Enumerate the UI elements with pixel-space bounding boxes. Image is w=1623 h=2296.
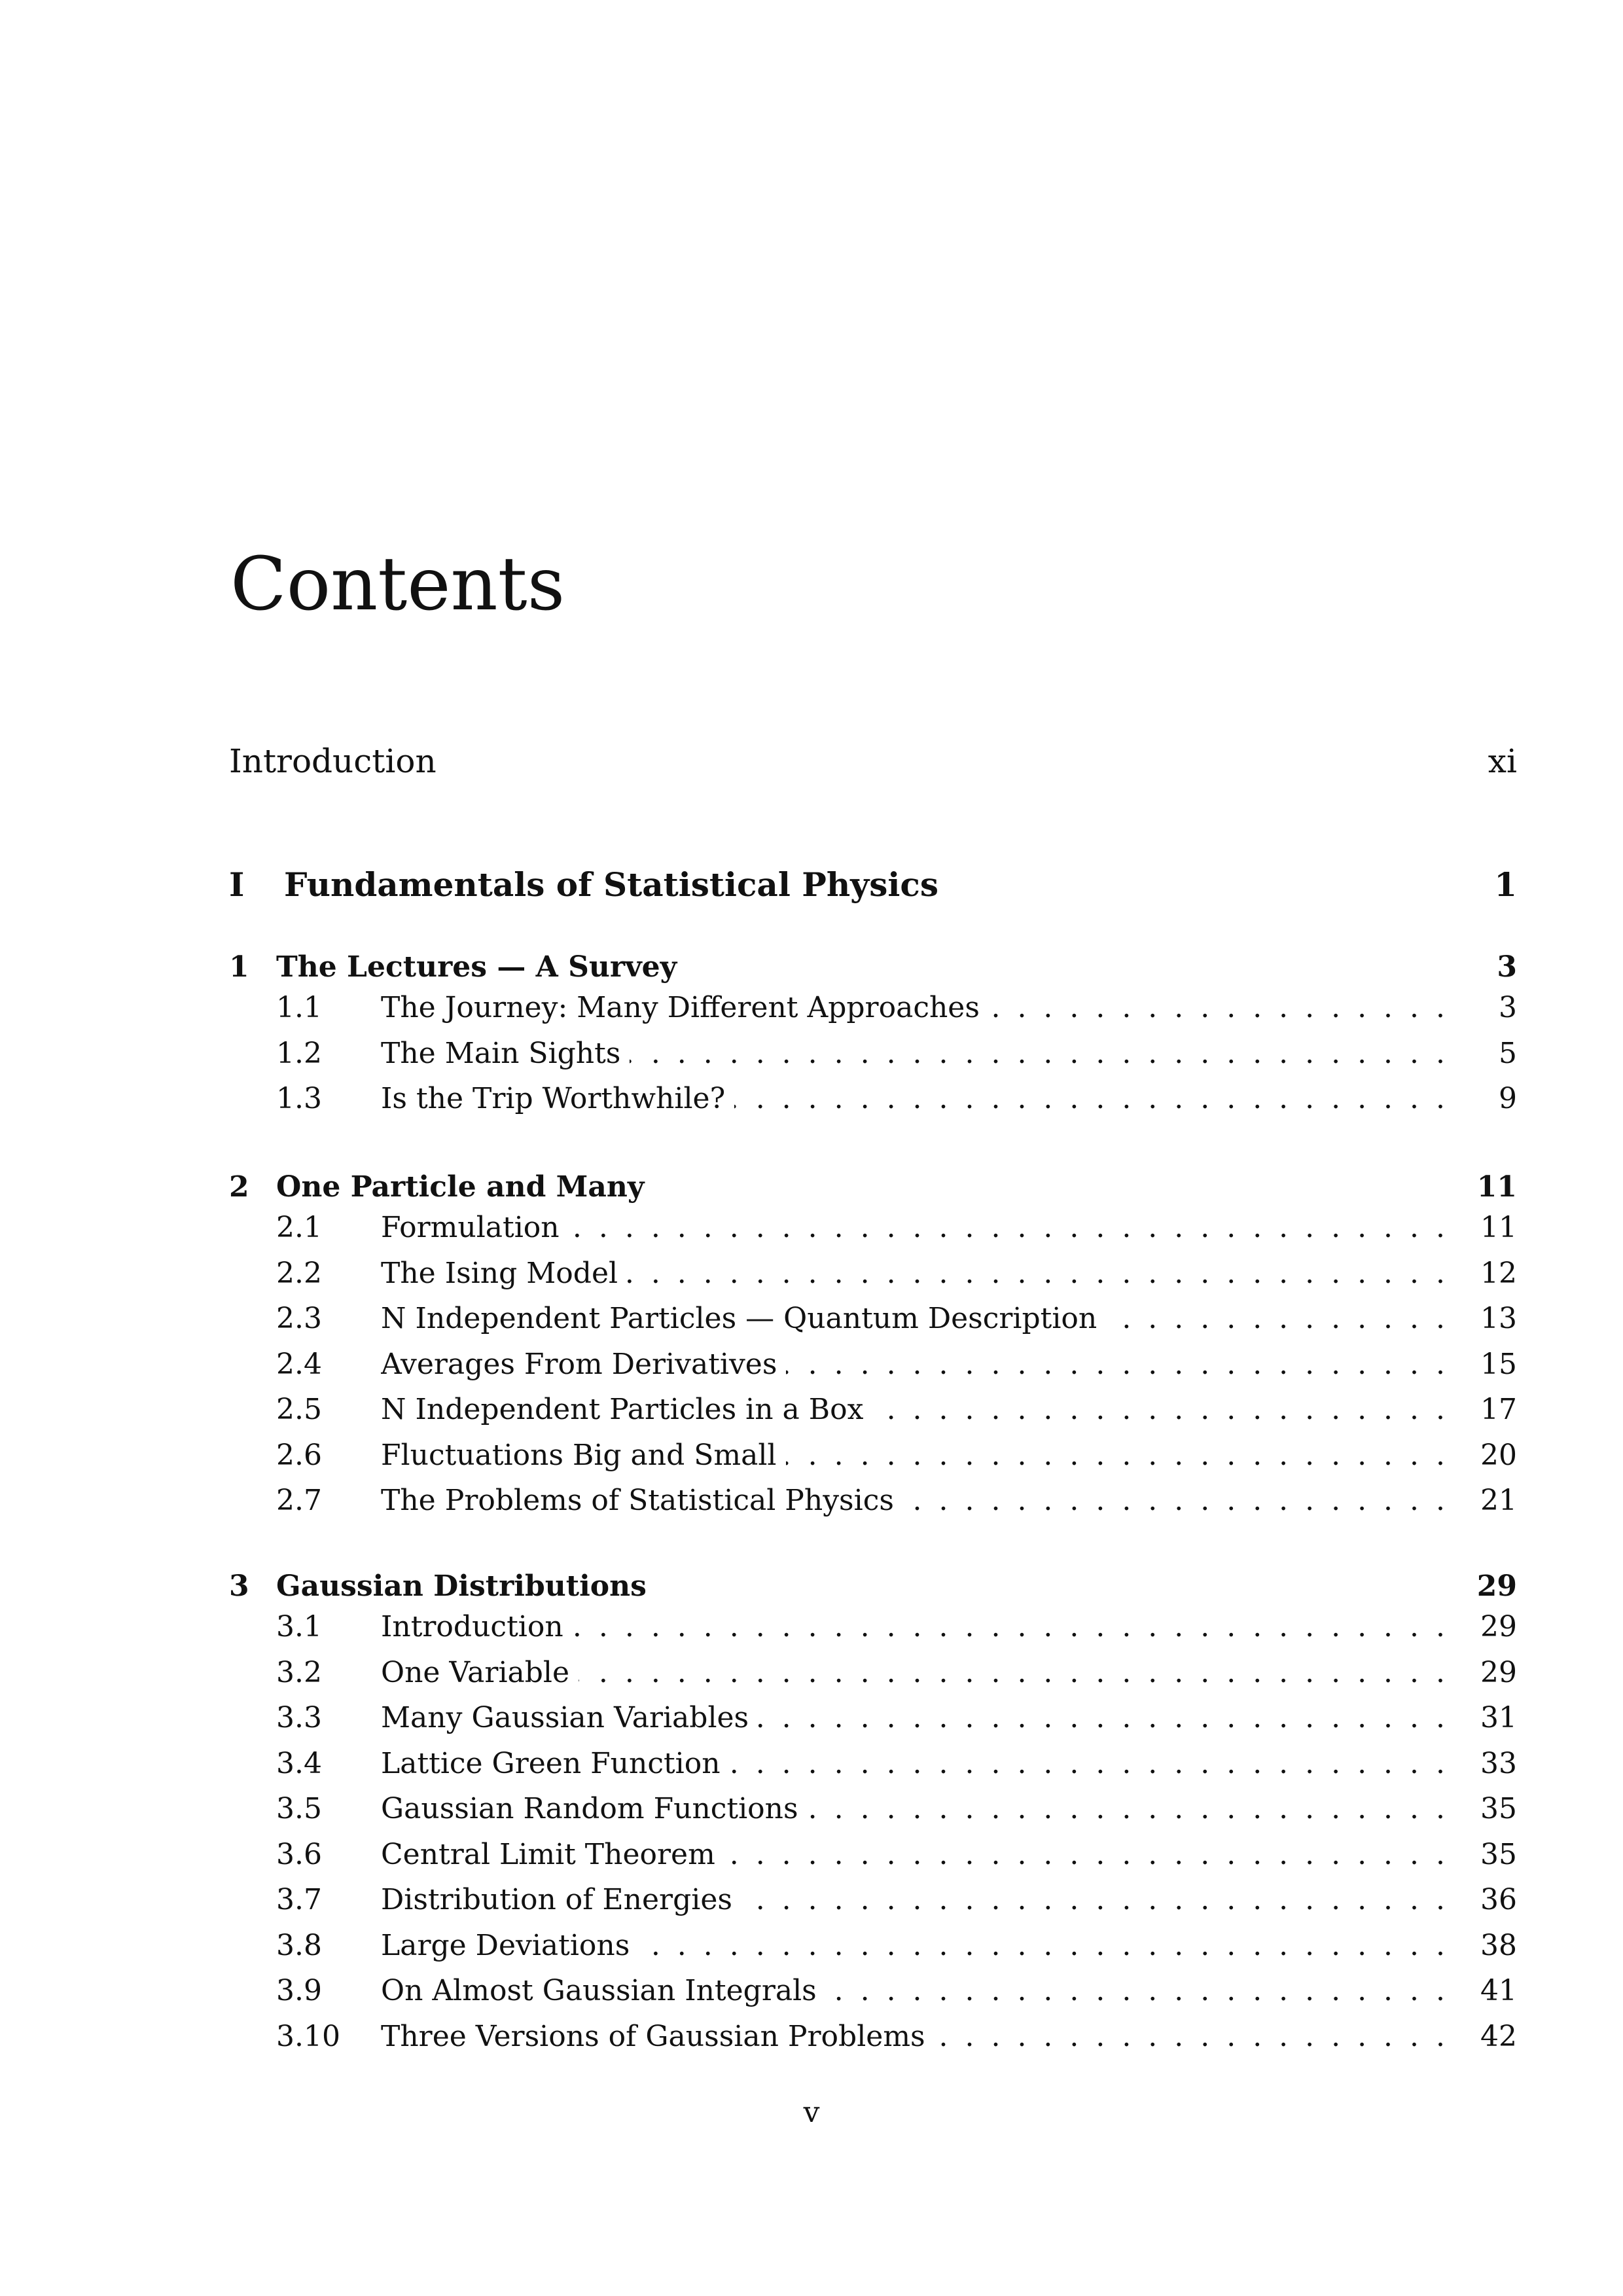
toc-section-row[interactable] — [229, 1701, 1517, 1747]
section-page: 11 — [1480, 1211, 1517, 1244]
section-title: Gaussian Random Functions — [381, 1792, 808, 1825]
toc-chapter-2 — [229, 1170, 1517, 1530]
section-title-with-leader — [381, 1257, 1465, 1290]
section-page: 13 — [1480, 1302, 1517, 1335]
section-page: 21 — [1480, 1484, 1517, 1517]
section-number: 3.2 — [276, 1655, 322, 1689]
introduction-page: xi — [1488, 742, 1517, 780]
section-page: 36 — [1480, 1883, 1517, 1916]
chapter-page: 3 — [1497, 950, 1517, 984]
section-page: 33 — [1480, 1746, 1517, 1780]
section-number: 3.1 — [276, 1610, 322, 1643]
section-number: 3.6 — [276, 1837, 322, 1871]
section-title: Formulation — [381, 1211, 569, 1244]
toc-section-row[interactable] — [229, 1883, 1517, 1929]
section-title-with-leader — [381, 1037, 1465, 1070]
section-title: Averages From Derivatives — [381, 1348, 786, 1381]
toc-section-row[interactable] — [229, 1747, 1517, 1793]
toc-section-row[interactable] — [229, 2020, 1517, 2066]
section-page: 5 — [1499, 1036, 1517, 1070]
toc-section-row[interactable] — [229, 1037, 1517, 1083]
toc-section-row[interactable] — [229, 1439, 1517, 1484]
toc-section-row[interactable] — [229, 1484, 1517, 1530]
chapter-number: 3 — [229, 1570, 249, 1603]
section-title: Is the Trip Worthwhile? — [381, 1082, 734, 1115]
toc-section-row[interactable] — [229, 1348, 1517, 1393]
section-page: 15 — [1480, 1347, 1517, 1381]
chapter-number: 1 — [229, 950, 249, 984]
page-number-footer: v — [803, 2096, 820, 2129]
section-number: 3.7 — [276, 1883, 322, 1916]
section-page: 35 — [1480, 1837, 1517, 1871]
section-title-with-leader — [381, 1883, 1465, 1916]
section-title-with-leader — [381, 1211, 1465, 1244]
section-number: 2.3 — [276, 1302, 322, 1335]
section-number: 3.8 — [276, 1928, 322, 1962]
section-title-with-leader — [381, 1747, 1465, 1780]
chapter-heading[interactable] — [229, 950, 1517, 991]
section-title: The Ising Model — [381, 1257, 627, 1290]
part-page: 1 — [1494, 865, 1517, 904]
chapter-page: 29 — [1476, 1570, 1517, 1603]
section-title-with-leader — [381, 1974, 1465, 2007]
section-title-with-leader — [381, 1656, 1465, 1689]
section-number: 2.4 — [276, 1347, 322, 1381]
section-number: 3.9 — [276, 1974, 322, 2007]
section-number: 1.1 — [276, 991, 322, 1024]
section-number: 2.1 — [276, 1211, 322, 1244]
section-title: The Main Sights — [381, 1037, 630, 1070]
section-page: 42 — [1480, 2019, 1517, 2053]
section-title: One Variable — [381, 1656, 579, 1689]
toc-entry-introduction[interactable] — [229, 742, 1517, 783]
section-title-with-leader — [381, 1393, 1465, 1426]
chapter-title: The Lectures — A Survey — [276, 950, 677, 984]
section-page: 9 — [1499, 1082, 1517, 1115]
chapter-heading[interactable] — [229, 1170, 1517, 1211]
section-page: 35 — [1480, 1792, 1517, 1825]
section-title: Fluctuations Big and Small — [381, 1439, 786, 1472]
section-title-with-leader — [381, 1348, 1465, 1381]
section-title: Three Versions of Gaussian Problems — [381, 2020, 935, 2053]
section-title: N Independent Particles — Quantum Description — [381, 1302, 1106, 1335]
section-title: Large Deviations — [381, 1929, 639, 1962]
section-title-with-leader — [381, 1792, 1465, 1825]
toc-section-row[interactable] — [229, 1792, 1517, 1838]
section-number: 2.6 — [276, 1438, 322, 1472]
section-title: Many Gaussian Variables — [381, 1701, 758, 1734]
chapter-heading[interactable] — [229, 1570, 1517, 1610]
toc-section-row[interactable] — [229, 1974, 1517, 2020]
section-title-with-leader — [381, 2020, 1465, 2053]
chapter-title: Gaussian Distributions — [276, 1570, 647, 1603]
section-page: 41 — [1480, 1974, 1517, 2007]
section-title-with-leader — [381, 1929, 1465, 1962]
toc-section-row[interactable] — [229, 1393, 1517, 1439]
chapter-title: One Particle and Many — [276, 1170, 645, 1204]
toc-chapter-1 — [229, 950, 1517, 1128]
section-number: 3.10 — [276, 2019, 340, 2053]
section-number: 3.5 — [276, 1792, 322, 1825]
toc-part-heading[interactable] — [229, 865, 1517, 906]
section-number: 3.4 — [276, 1746, 322, 1780]
toc-section-row[interactable] — [229, 1257, 1517, 1302]
section-title-with-leader — [381, 1302, 1465, 1335]
toc-section-row[interactable] — [229, 1656, 1517, 1702]
section-page: 38 — [1480, 1928, 1517, 1962]
introduction-title: Introduction — [229, 742, 437, 780]
section-title: On Almost Gaussian Integrals — [381, 1974, 826, 2007]
toc-section-row[interactable] — [229, 1211, 1517, 1257]
section-title-with-leader — [381, 1082, 1465, 1115]
section-number: 2.2 — [276, 1256, 322, 1290]
section-title-with-leader — [381, 991, 1465, 1024]
section-page: 29 — [1480, 1655, 1517, 1689]
part-title: Fundamentals of Statistical Physics — [284, 865, 938, 904]
toc-section-row[interactable] — [229, 1610, 1517, 1656]
section-title: The Problems of Statistical Physics — [381, 1484, 903, 1517]
section-title: Central Limit Theorem — [381, 1838, 724, 1871]
toc-section-row[interactable] — [229, 1302, 1517, 1348]
section-page: 3 — [1499, 991, 1517, 1024]
chapter-number: 2 — [229, 1170, 249, 1204]
toc-section-row[interactable] — [229, 1082, 1517, 1128]
section-title: N Independent Particles in a Box — [381, 1393, 872, 1426]
section-title: The Journey: Many Different Approaches — [381, 991, 989, 1024]
section-title-with-leader — [381, 1838, 1465, 1871]
section-title-with-leader — [381, 1610, 1465, 1643]
section-page: 20 — [1480, 1438, 1517, 1472]
section-title: Introduction — [381, 1610, 573, 1643]
section-number: 3.3 — [276, 1701, 322, 1734]
section-number: 2.5 — [276, 1393, 322, 1426]
section-title: Lattice Green Function — [381, 1747, 730, 1780]
toc-section-row[interactable] — [229, 1838, 1517, 1884]
section-page: 17 — [1480, 1393, 1517, 1426]
section-number: 2.7 — [276, 1484, 322, 1517]
section-page: 29 — [1480, 1610, 1517, 1643]
toc-section-row[interactable] — [229, 991, 1517, 1037]
toc-section-row[interactable] — [229, 1929, 1517, 1975]
section-title-with-leader — [381, 1439, 1465, 1472]
section-page: 12 — [1480, 1256, 1517, 1290]
section-title-with-leader — [381, 1701, 1465, 1734]
section-title: Distribution of Energies — [381, 1883, 741, 1916]
chapter-page: 11 — [1476, 1170, 1517, 1204]
section-page: 31 — [1480, 1701, 1517, 1734]
page-title: Contents — [230, 542, 565, 628]
section-number: 1.3 — [276, 1082, 322, 1115]
section-number: 1.2 — [276, 1036, 322, 1070]
part-number: I — [229, 865, 245, 904]
section-title-with-leader — [381, 1484, 1465, 1517]
toc-chapter-3 — [229, 1570, 1517, 2065]
